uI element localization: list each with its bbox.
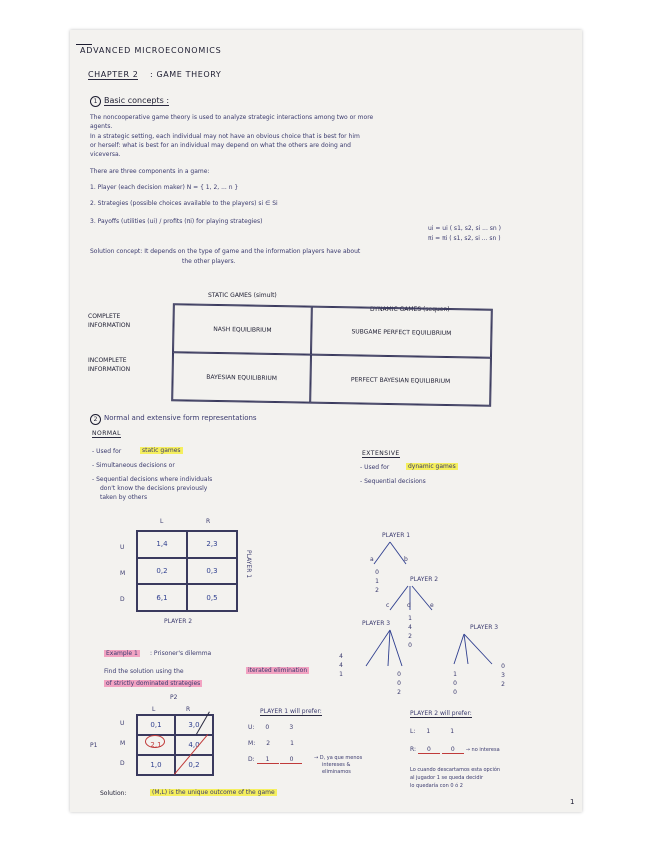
edge-p3b-3: [464, 634, 492, 664]
cell-bayesian: BAYESIAN EQUILIBRIUM: [172, 352, 311, 402]
tree-branch-b: b: [404, 556, 408, 563]
p1-prefers-title: PLAYER 1 will prefer:: [260, 708, 322, 715]
p1-row-U: U: 0 3: [248, 724, 302, 731]
example-title: : Prisoner's dilemma: [150, 650, 212, 657]
s1-comp1: 1. Player (each decision maker) N = { 1, 2, ... n }: [90, 184, 239, 191]
ex-cell: 3,0: [175, 715, 213, 735]
s1-p2a: In a strategic setting, each individual may not have an obvious choice that is best for him: [90, 133, 360, 140]
example-task-b: of strictly dominated strategies: [106, 680, 201, 687]
s1-p2c: viceversa.: [90, 151, 121, 158]
ex-cell: 0,2: [175, 755, 213, 775]
p2-val: 0: [418, 746, 440, 754]
p1-val: 1: [257, 756, 279, 764]
tree-pay: 4: [339, 662, 343, 669]
normal-item1-highlight: static games: [142, 447, 181, 454]
p1-val: 1: [290, 740, 294, 747]
tree-pay: 2: [397, 689, 401, 696]
payoff-u: ui = ui ( s1, s2, si ... sn ): [428, 225, 501, 232]
ex-p1-label: P1: [90, 742, 98, 749]
s1-p2b: or herself: what is best for an individual may depend on what the others are doing and: [90, 142, 351, 149]
edge-a: [374, 542, 390, 564]
nm-cell: 0,2: [137, 558, 187, 585]
ex-col-L: L: [152, 706, 156, 713]
p2-prefers-title: PLAYER 2 will prefer:: [410, 710, 472, 717]
example-label: Example 1: [106, 650, 138, 657]
ex-col-R: R: [186, 706, 191, 713]
tree-pay: 0: [453, 680, 457, 687]
ext-item1a: - Used for: [360, 464, 390, 471]
section1-title: Basic concepts :: [104, 96, 170, 105]
tree-pay: 0: [501, 663, 505, 670]
tree-payoff-r2: [500, 662, 506, 689]
edge-p3b-1: [454, 634, 464, 664]
col-dynamic: DYNAMIC GAMES (sequen): [370, 306, 450, 313]
tree-pay: 0: [375, 569, 379, 576]
game-tree-edges: [70, 30, 582, 812]
row-complete: COMPLETE INFORMATION: [88, 313, 131, 329]
p1-row-M: M: 2 1: [248, 740, 303, 747]
tree-pay: 0: [397, 671, 401, 678]
p2-key: L: [410, 728, 414, 735]
normal-heading: NORMAL: [92, 430, 122, 437]
tree-player1: PLAYER 1: [382, 532, 411, 539]
tree-pay: 4: [339, 653, 343, 660]
ex-row-D: D: [120, 760, 125, 767]
example-task-a: Find the solution using the: [104, 668, 184, 675]
s1-comp2: 2. Strategies (possible choices available to the players) si ∈ Si: [90, 200, 278, 207]
col-static: STATIC GAMES (simult): [208, 292, 277, 299]
tree-branch-d: d: [407, 602, 411, 609]
cell-nash: NASH EQUILIBRIUM: [173, 304, 312, 354]
ex-row-U: U: [120, 720, 125, 727]
tree-branch-c: c: [386, 602, 390, 609]
tree-payoff-r1: [452, 670, 458, 697]
p1-key: D: [248, 756, 253, 763]
chapter-label: CHAPTER 2: [88, 70, 139, 79]
ext-item1-highlight: dynamic games: [408, 463, 456, 470]
course-title: ADVANCED MICROECONOMICS: [80, 46, 222, 55]
p2-note-line: al jugador 1 se queda decidir: [410, 775, 484, 781]
p1-note: [314, 755, 362, 776]
tree-payoff-l2: [396, 670, 402, 697]
solution-label: Solution:: [100, 790, 127, 797]
ex-p2-label: P2: [170, 694, 178, 701]
p2-val: 1: [450, 728, 455, 735]
section2-title: Normal and extensive form representations: [104, 414, 257, 422]
section2-number: 2: [90, 414, 101, 425]
tree-branch-e: e: [430, 602, 434, 609]
s1-components: There are three components in a game:: [90, 168, 210, 175]
chapter-title: : GAME THEORY: [150, 70, 222, 79]
cell-subgame: SUBGAME PERFECT EQUILIBRIUM: [311, 307, 492, 358]
nm-player1-label: PLAYER 1: [245, 550, 252, 579]
cell-perfect-bayesian: PERFECT BAYESIAN EQUILIBRIUM: [310, 355, 491, 406]
section1-number: 1: [90, 96, 101, 107]
row-incomplete: INCOMPLETE INFORMATION: [88, 357, 131, 373]
equilibrium-circle: [145, 735, 165, 748]
tree-pay: 1: [375, 578, 379, 585]
normal-item1a: - Used for: [92, 448, 122, 455]
ex-cell: 0,1: [137, 715, 175, 735]
nm-cell: 0,3: [187, 558, 237, 585]
tree-payoff-a: [374, 568, 380, 595]
nm-row-U: U: [120, 544, 125, 551]
ex-cell: 4,0: [175, 735, 213, 755]
nm-cell: 1,4: [137, 531, 187, 558]
extensive-heading: EXTENSIVE: [362, 450, 400, 457]
p2-row-L: L: 1 1: [410, 728, 463, 735]
p1-val: 0: [280, 756, 302, 764]
p2-note: [410, 766, 500, 790]
p1-val: 2: [266, 740, 271, 747]
payoff-pi: πi = πi ( s1, s2, si ... sn ): [428, 235, 501, 242]
p2-key: R: [410, 746, 414, 753]
solution-text: (M,L) is the unique outcome of the game: [152, 789, 275, 796]
notebook-page: [70, 30, 582, 812]
nm-row-D: D: [120, 596, 125, 603]
nm-player2-label: PLAYER 2: [164, 618, 193, 625]
tree-pay: 1: [453, 671, 457, 678]
p2-note-line: Lo cuando descartamos esta opción: [410, 767, 501, 773]
tree-pay: 1: [408, 615, 412, 622]
tree-payoff-d: [407, 614, 413, 650]
normal-item3c: taken by others: [100, 494, 148, 501]
ext-item2: - Sequential decisions: [360, 478, 426, 485]
nm-col-R: R: [206, 518, 211, 525]
s1-p1b: agents.: [90, 123, 113, 130]
edge-p3a-3: [390, 630, 402, 666]
p1-row-D: D: 1 0: [248, 756, 302, 764]
tree-pay: 0: [408, 642, 412, 649]
p1-note-line: eliminamos: [322, 769, 351, 775]
tree-pay: 3: [501, 672, 505, 679]
normal-item3a: - Sequential decisions where individuals: [92, 476, 213, 483]
edge-c: [390, 586, 408, 610]
tree-pay: 2: [501, 681, 505, 688]
s1-comp3: 3. Payoffs (utilities (ui) / profits (πi) for playing strategies): [90, 218, 263, 225]
normal-item3b: don't know the decisions previously: [100, 485, 208, 492]
nm-row-M: M: [120, 570, 126, 577]
edge-p3b-2: [464, 634, 468, 664]
tree-pay: 2: [408, 633, 412, 640]
edge-e: [412, 586, 432, 610]
p1-val: 0: [265, 724, 270, 731]
p2-note-line: lo quedaría con 0 ó 2: [410, 783, 463, 789]
p2-val: 1: [426, 728, 431, 735]
p1-val: 3: [289, 724, 294, 731]
solution-concept-b: the other players.: [182, 258, 236, 265]
nm-col-L: L: [160, 518, 164, 525]
edge-p3a-1: [366, 630, 390, 666]
tree-pay: 0: [453, 689, 457, 696]
tree-player3-right: PLAYER 3: [470, 624, 499, 631]
p2-row-note: → no interesa: [465, 747, 500, 753]
edge-p3a-2: [388, 630, 390, 666]
s1-p1: The noncooperative game theory is used to analyze strategic interactions among two or more: [90, 114, 374, 121]
tree-pay: 4: [408, 624, 412, 631]
tree-pay: 2: [375, 587, 379, 594]
ex-row-M: M: [120, 740, 126, 747]
p1-note-line: → D, ya que menos: [314, 755, 363, 761]
p1-key: M: [248, 740, 254, 747]
example-task-highlight: iterated elimination: [248, 667, 308, 674]
nm-cell: 0,5: [187, 584, 237, 611]
p1-key: U: [248, 724, 253, 731]
tree-payoff-l1: [338, 652, 344, 679]
tree-branch-a: a: [370, 556, 374, 563]
ex-cell-circled: 2,1: [137, 735, 175, 755]
normal-item2: - Simultaneous decisions or: [92, 462, 175, 469]
p1-note-line: intereses &: [322, 762, 351, 768]
solution-concept-a: Solution concept: It depends on the type of game and the information players have about: [90, 248, 361, 255]
p2-val: 0: [442, 746, 464, 754]
tree-pay: 0: [397, 680, 401, 687]
page-number: 1: [570, 798, 575, 806]
tree-player2: PLAYER 2: [410, 576, 439, 583]
tree-pay: 1: [339, 671, 343, 678]
tree-player3-left: PLAYER 3: [362, 620, 391, 627]
nm-cell: 2,3: [187, 531, 237, 558]
nm-cell: 6,1: [137, 584, 187, 611]
ex-cell: 1,0: [137, 755, 175, 775]
p2-row-R: R: 0 0 → no interesa: [410, 746, 500, 753]
